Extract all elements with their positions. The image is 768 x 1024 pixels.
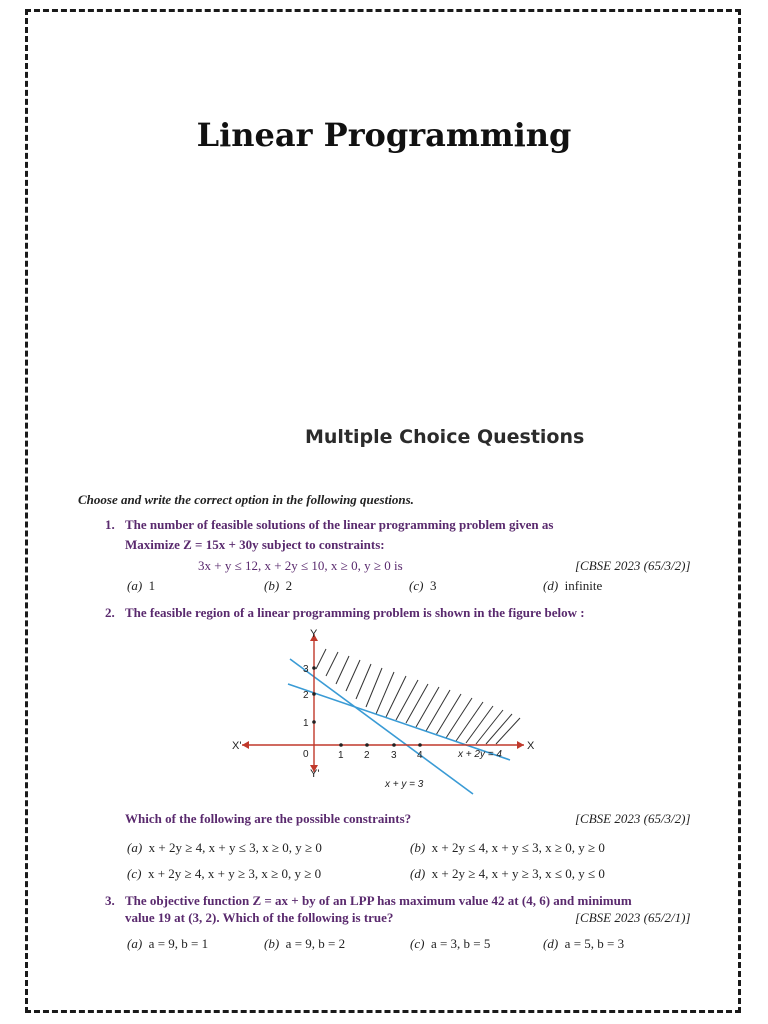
origin-label: 0 <box>303 749 309 760</box>
page-title: Linear Programming <box>196 116 572 154</box>
q2-option-d[interactable]: (d) x + 2y ≥ 4, x + y ≥ 3, x ≤ 0, y ≤ 0 <box>410 866 605 881</box>
y-tick-dot <box>312 666 316 670</box>
x-tick-label-2: 2 <box>364 750 370 761</box>
q1-source: [CBSE 2023 (65/3/2)] <box>575 558 691 573</box>
section-heading: Multiple Choice Questions <box>305 426 585 448</box>
q3-number: 3. <box>105 893 115 908</box>
q2-question: Which of the following are the possible constraints? <box>125 811 412 826</box>
page-dashed-border <box>25 9 741 1013</box>
y-tick-dot <box>312 692 316 696</box>
x-tick-dot <box>339 743 343 747</box>
axis-label-x: X <box>527 740 535 752</box>
q1-line2: Maximize Z = 15x + 30y subject to constraints: <box>125 537 385 552</box>
instruction-text: Choose and write the correct option in the following questions. <box>78 492 414 507</box>
q2-option-b[interactable]: (b) x + 2y ≤ 4, x + y ≤ 3, x ≥ 0, y ≥ 0 <box>410 840 605 855</box>
feasible-region-figure <box>228 624 548 796</box>
q2-number: 2. <box>105 605 115 620</box>
axis-label-y-prime: Y' <box>310 768 320 780</box>
x-axis-arrow-right <box>517 741 524 749</box>
q1-option-b[interactable]: (b) 2 <box>264 578 293 593</box>
q2-source: [CBSE 2023 (65/3/2)] <box>575 811 691 826</box>
q1-line1: The number of feasible solutions of the linear programming problem given as <box>125 517 554 532</box>
line-label-x-plus-y: x + y = 3 <box>385 779 424 790</box>
x-tick-label-3: 3 <box>391 750 397 761</box>
q1-option-d[interactable]: (d) infinite <box>543 578 603 593</box>
x-tick-dot <box>392 743 396 747</box>
axis-label-x-prime: X' <box>232 740 242 752</box>
q1-number: 1. <box>105 517 115 532</box>
q1-line3: 3x + y ≤ 12, x + 2y ≤ 10, x ≥ 0, y ≥ 0 is <box>198 558 403 573</box>
x-tick-dot <box>365 743 369 747</box>
y-tick-label-2: 2 <box>303 690 309 701</box>
x-tick-label-4: 4 <box>417 750 423 761</box>
line-label-x-plus-2y: x + 2y = 4 <box>458 749 502 760</box>
q3-line2: value 19 at (3, 2). Which of the following is true? <box>125 910 394 925</box>
feasible-region-hatching <box>316 649 520 744</box>
y-tick-label-3: 3 <box>303 664 309 675</box>
x-axis-arrow-left <box>242 741 249 749</box>
x-tick-dot <box>418 743 422 747</box>
q3-line1: The objective function Z = ax + by of an LPP has maximum value 42 at (4, 6) and minimum <box>125 893 632 908</box>
q3-source: [CBSE 2023 (65/2/1)] <box>575 910 691 925</box>
q3-option-d[interactable]: (d) a = 5, b = 3 <box>543 936 625 951</box>
q3-option-b[interactable]: (b) a = 9, b = 2 <box>264 936 346 951</box>
q3-option-c[interactable]: (c) a = 3, b = 5 <box>410 936 491 951</box>
q1-option-c[interactable]: (c) 3 <box>409 578 437 593</box>
y-tick-label-1: 1 <box>303 718 309 729</box>
q2-line1: The feasible region of a linear programming problem is shown in the figure below : <box>125 605 585 620</box>
y-tick-dot <box>312 720 316 724</box>
q3-option-a[interactable]: (a) a = 9, b = 1 <box>127 936 209 951</box>
q2-option-c[interactable]: (c) x + 2y ≥ 4, x + y ≥ 3, x ≥ 0, y ≥ 0 <box>127 866 322 881</box>
x-tick-label-1: 1 <box>338 750 344 761</box>
q1-option-a[interactable]: (a) 1 <box>127 578 156 593</box>
axis-label-y: Y <box>310 628 318 640</box>
q2-option-a[interactable]: (a) x + 2y ≥ 4, x + y ≤ 3, x ≥ 0, y ≥ 0 <box>127 840 322 855</box>
